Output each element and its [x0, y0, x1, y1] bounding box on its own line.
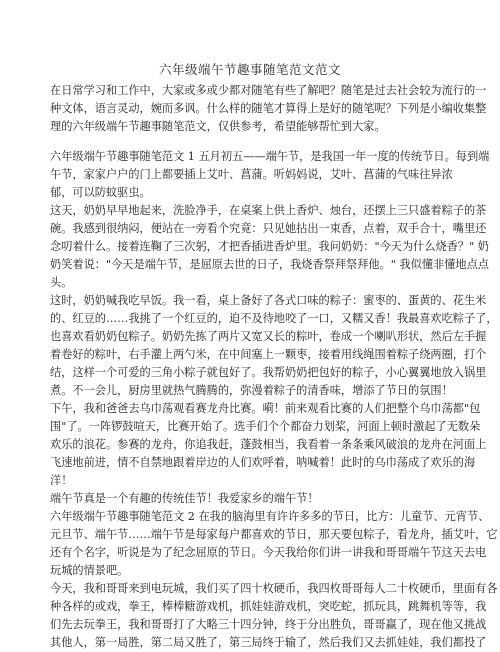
intro-line: 在日常学习和工作中，大家或多或少都对随笔有些了解吧？随笔是过去社会较为流行的一 [50, 84, 487, 97]
paragraph-gap [50, 136, 450, 148]
body-line: 玩城的情景吧。 [50, 564, 129, 577]
body-line: 郁，可以防蚊驱虫。 [50, 186, 151, 199]
body-line: 元旦节、端午节……端午节是每家每户都喜欢的节日，那天要包粽子，看龙舟，插艾叶，它 [50, 528, 498, 541]
body-line: 这天，奶奶早早地起来，洗脸净手，在桌案上供上香炉、烛台，还摆上三只盛着粽子的茶 [50, 204, 487, 217]
body-line: 奶笑着说："今天是端午节，是屈原去世的日子，我烧香祭拜祭拜他。" 我似懂非懂地点点 [50, 258, 489, 271]
intro-line: 理的六年级端午节趣事随笔范文，仅供参考，希望能够帮忙到大家。 [50, 120, 386, 133]
body-line: 头。 [50, 276, 73, 289]
body-line: 的、红豆的……我挑了一个红豆的，迫不及待地咬了一口，又糯又香！我最喜欢吃粽子了， [50, 312, 498, 325]
body-line: 们先去玩拳王，我和哥哥打了大略三十四分钟，终于分出胜负，哥哥赢了，现在他又挑战 [50, 618, 487, 631]
body-line: 飞速地前进，情不自禁地跟着岸边的人们欢呼着，呐喊着！此时的乌巾荡成了欢乐的海 [50, 456, 476, 469]
body-line: 着卷好的粽叶，右手灌上两勺米，在中间塞上一颗枣，接着用线绳围着粽子绕两圈，打个 [50, 348, 487, 361]
body-line: 洋！ [50, 474, 73, 487]
intro-line: 种文体，语言灵动，婉而多讽。什么样的随笔才算得上是好的随笔呢？下列是小编收集整 [50, 102, 487, 115]
body-line: 午节，家家户户的门上都要插上艾叶、菖蒲。听妈妈说，艾叶、菖蒲的气味往异浓 [50, 168, 453, 181]
body-line: 结，这样一个可爱的三角小粽子就包好了。我帮奶奶把包好的粽子，小心翼翼地放入锅里 [50, 366, 487, 379]
document-body [50, 82, 498, 652]
body-line: 碗。我感到很纳闷，便站在一旁看个究竟：只见她拈出一束香，点着，双手合十，嘴里还 [50, 222, 487, 235]
body-line: 围"了。一阵锣鼓喧天，比赛开始了。选手们个个都奋力划桨，河面上顿时激起了无数朵 [50, 420, 481, 433]
body-line: 这时，奶奶喊我吃早饭。我一看，桌上备好了各式口味的粽子：蜜枣的、蛋黄的、花生米 [50, 294, 487, 307]
body-line: 煮。不一会儿，厨房里就热气腾腾的，弥漫着粽子的清香味，增添了节日的氛围！ [50, 384, 453, 397]
body-line: 端午节真是一个有趣的传统佳节！我爱家乡的端午节！ [50, 492, 319, 505]
body-line: 其他人，第一局胜，第二局又胜了，第三局终于输了，然后我们又去抓娃娃，我们都投了 [50, 636, 487, 649]
body-line: 六年级端午节趣事随笔范文 2 在我的脑海里有许许多多的节日，比方：儿童节、元宵节、 [50, 510, 490, 523]
body-line: 今天，我和哥哥来到电玩城，我们买了四十枚硬币，我四枚哥哥每人二十枚硬币，里面有各 [50, 582, 498, 595]
body-line: 念叨着什么。接着连鞠了三次躬，才把香插进香炉里。我问奶奶："今天为什么烧香？" 奶 [50, 240, 489, 253]
body-line: 六年级端午节趣事随笔范文 1 五月初五——端午节，是我国一年一度的传统节日。每到端 [50, 150, 490, 163]
body-line: 欢乐的浪花。参赛的龙舟，你追我赶，蓬鼓相当，我看着一条条乘风破浪的龙舟在河面上 [50, 438, 487, 451]
document-title: 六年级端午节趣事随笔范文范文 [158, 62, 341, 77]
body-line: 还有个名字，听说是为了纪念屈原的节日。今天我给你们讲一讲我和哥哥端午节这天去电 [50, 546, 487, 559]
body-line: 种各样的或戏，拳王，棒棒糖游戏机，抓娃娃游戏机，突吃蛇，抓玩具，跳舞机等等，我 [50, 600, 487, 613]
body-line: 下午，我和爸爸去乌巾荡观看赛龙舟比赛。嗬！前来观看比赛的人们把整个乌巾荡都"包 [50, 402, 481, 415]
body-line: 也喜欢看奶奶包粽子。奶奶先拣了两片又宽又长的粽叶，卷成一个喇叭形状，然后左手握 [50, 330, 487, 343]
